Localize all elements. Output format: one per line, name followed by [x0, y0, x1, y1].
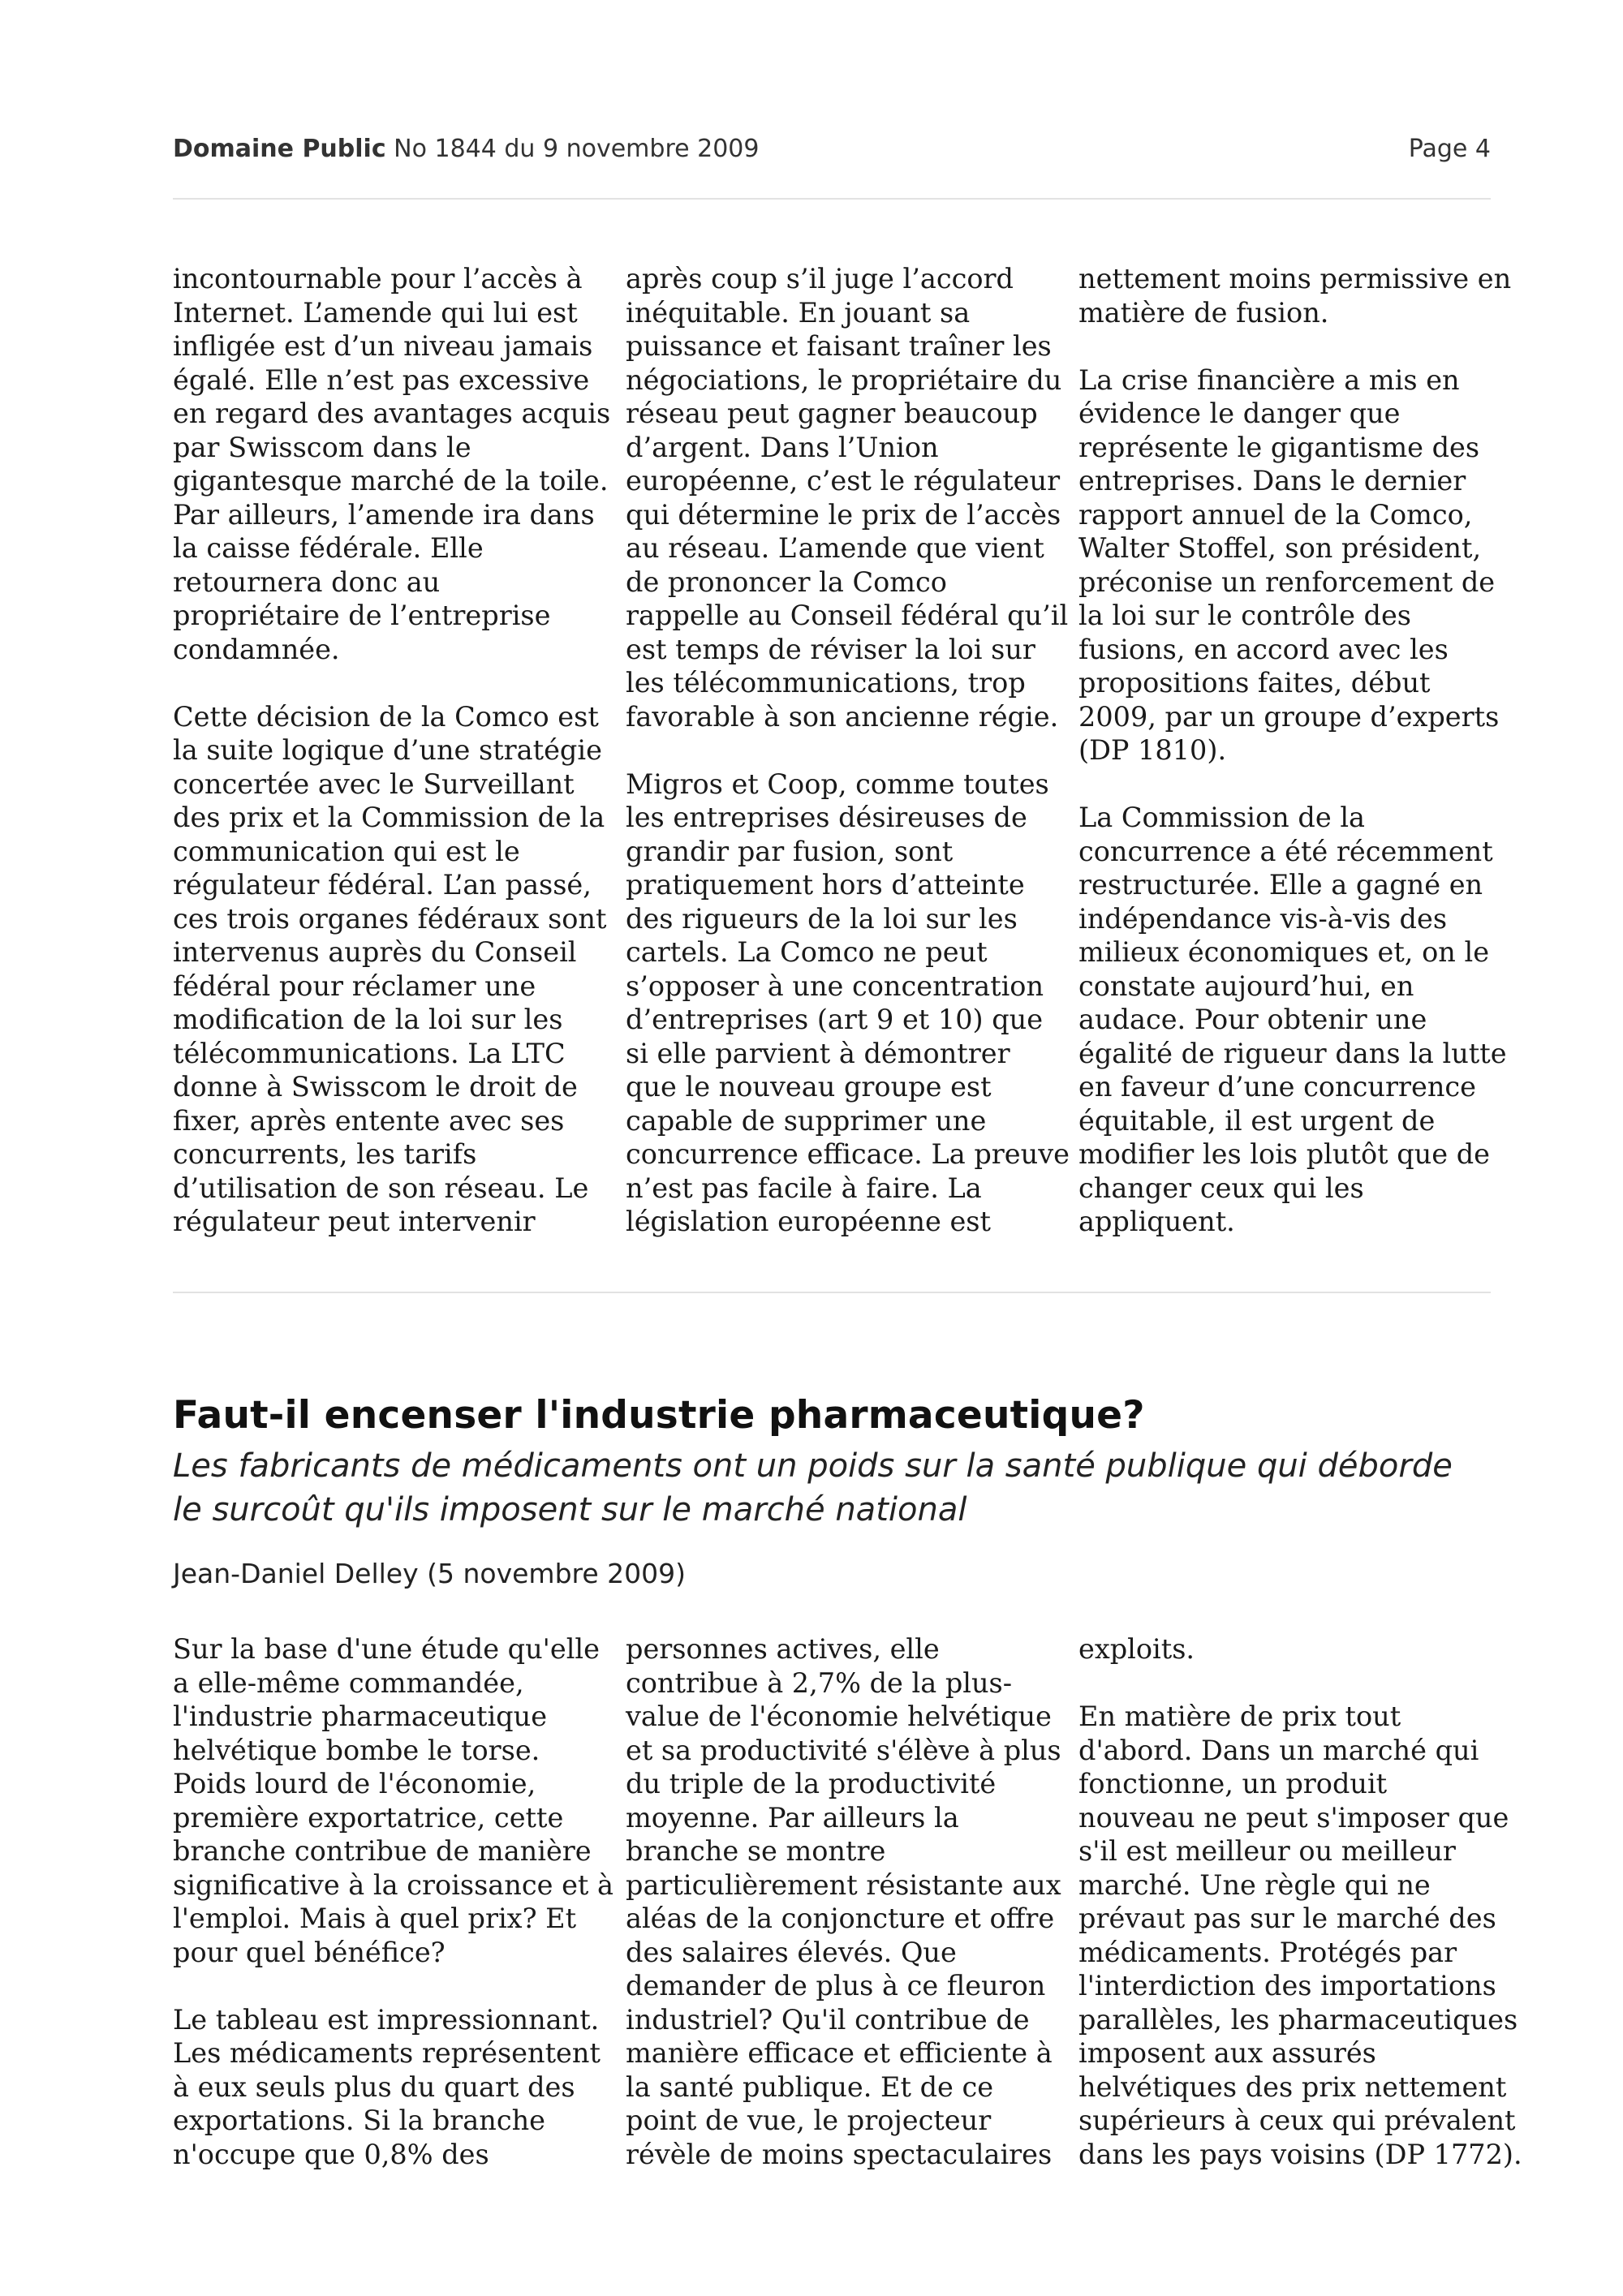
text-line: En matière de prix tout [1078, 1701, 1401, 1732]
text-line: après coup s’il juge l’accord [626, 263, 1014, 295]
text-line: le surcoût qu'ils imposent sur le marché national [173, 1491, 967, 1529]
text-line: point de vue, le projecteur [626, 2105, 992, 2136]
article2-title: Faut-il encenser l'industrie pharmaceutique? [173, 1393, 1145, 1438]
text-line: des rigueurs de la loi sur les [626, 902, 1018, 935]
text-line: les télécommunications, trop [626, 667, 1026, 699]
text-line: Internet. L’amende qui lui est [173, 296, 578, 329]
text-line: télécommunications. La LTC [173, 1037, 566, 1069]
text-line: communication qui est le [173, 835, 520, 867]
text-line: demander de plus à ce fleuron [626, 1970, 1046, 2001]
paragraph-gap [1078, 1666, 1509, 1701]
text-line: régulateur fédéral. L’an passé, [173, 869, 592, 901]
text-line: branche contribue de manière [173, 1835, 592, 1867]
text-line: la caisse fédérale. Elle [173, 532, 484, 564]
article2-byline: Jean-Daniel Delley (5 novembre 2009) [173, 1558, 687, 1589]
text-line: parallèles, les pharmaceutiques [1078, 2003, 1518, 2036]
text-line: modifier les lois plutôt que de [1078, 1138, 1490, 1170]
text-line: l'industrie pharmaceutique [173, 1701, 548, 1732]
text-line: exportations. Si la branche [173, 2105, 546, 2136]
text-line: inéquitable. En jouant sa [626, 296, 971, 329]
text-line: pratiquement hors d’atteinte [626, 869, 1025, 901]
text-line: d’utilisation de son réseau. Le [173, 1172, 589, 1204]
text-line: propriétaire de l’entreprise [173, 600, 551, 631]
article1-column-1 [173, 262, 611, 1239]
text-line: matière de fusion. [1078, 296, 1329, 329]
text-line: par Swisscom dans le [173, 431, 471, 463]
text-line: condamnée. [173, 633, 340, 665]
paragraph-gap [1078, 329, 1509, 363]
paragraph-gap [173, 1969, 603, 2003]
text-line: égalité de rigueur dans la lutte [1078, 1037, 1507, 1069]
text-line: appliquent. [1078, 1206, 1235, 1237]
text-line: propositions faites, début [1078, 667, 1431, 699]
text-line: évidence le danger que [1078, 398, 1401, 429]
text-line: concurrence a été récemment [1078, 835, 1493, 867]
paragraph-gap [1078, 767, 1509, 802]
text-line: fixer, après entente avec ses [173, 1104, 565, 1137]
text-line: la loi sur le contrôle des [1078, 600, 1411, 631]
text-line: première exportatrice, cette [173, 1801, 564, 1834]
text-line: égalé. Elle n’est pas excessive [173, 363, 590, 396]
text-line: n’est pas facile à faire. La [626, 1172, 982, 1204]
text-line: exploits. [1078, 1633, 1195, 1665]
header-divider [173, 198, 1491, 200]
article-divider [173, 1292, 1491, 1293]
text-line: l'interdiction des importations [1078, 1970, 1496, 2001]
text-line: équitable, il est urgent de [1078, 1104, 1436, 1137]
text-line: 2009, par un groupe d’experts [1078, 700, 1500, 733]
text-line: des salaires élevés. Que [626, 1936, 957, 1968]
text-line: rapport annuel de la Comco, [1078, 498, 1473, 531]
text-line: puissance et faisant traîner les [626, 330, 1052, 362]
text-line: marché. Une règle qui ne [1078, 1868, 1431, 1901]
text-line: d’entreprises (art 9 et 10) que [626, 1004, 1044, 1035]
issue-info: No 1844 du 9 novembre 2009 [394, 135, 760, 163]
text-line: restructurée. Elle a gagné en [1078, 869, 1483, 901]
text-line: rappelle au Conseil fédéral qu’il [626, 600, 1069, 631]
text-line: capable de supprimer une [626, 1104, 987, 1137]
text-line: d’argent. Dans l’Union [626, 431, 939, 463]
page-header [173, 135, 1491, 167]
text-line: les entreprises désireuses de [626, 802, 1027, 833]
text-line: manière efficace et efficiente à [626, 2037, 1053, 2069]
text-line: et sa productivité s'élève à plus [626, 1734, 1061, 1766]
text-line: constate aujourd’hui, en [1078, 970, 1414, 1002]
article1-column-3 [1078, 262, 1512, 1239]
text-line: donne à Swisscom le droit de [173, 1071, 578, 1103]
text-line: La crise financière a mis en [1078, 363, 1460, 396]
text-line: négociations, le propriétaire du [626, 363, 1062, 396]
text-line: d'abord. Dans un marché qui [1078, 1734, 1479, 1766]
text-line: législation européenne est [626, 1206, 991, 1237]
text-line: value de l'économie helvétique [626, 1701, 1052, 1732]
text-line: infligée est d’un niveau jamais [173, 330, 593, 362]
text-line: n'occupe que 0,8% des [173, 2138, 489, 2170]
text-line: concurrents, les tarifs [173, 1138, 477, 1170]
text-line: Sur la base d'une étude qu'elle [173, 1633, 600, 1665]
text-line: retournera donc au [173, 565, 441, 598]
text-line: la santé publique. Et de ce [626, 2070, 994, 2103]
text-line: s’opposer à une concentration [626, 970, 1044, 1002]
text-line: ces trois organes fédéraux sont [173, 902, 607, 935]
header-left [173, 135, 759, 163]
text-line: particulièrement résistante aux [626, 1868, 1061, 1901]
text-line: des prix et la Commission de la [173, 802, 605, 833]
text-line: Les fabricants de médicaments ont un poids sur la santé publique qui déborde [173, 1447, 1453, 1485]
text-line: nettement moins permissive en [1078, 263, 1512, 295]
text-line: fonctionne, un produit [1078, 1768, 1388, 1799]
text-line: supérieurs à ceux qui prévalent [1078, 2105, 1516, 2136]
text-line: a elle-même commandée, [173, 1666, 524, 1699]
text-line: pour quel bénéfice? [173, 1936, 446, 1968]
text-line: milieux économiques et, on le [1078, 936, 1490, 968]
text-line: médicaments. Protégés par [1078, 1936, 1457, 1968]
text-line: modification de la loi sur les [173, 1004, 563, 1035]
text-line: européenne, c’est le régulateur [626, 465, 1061, 497]
text-line: que le nouveau groupe est [626, 1071, 992, 1103]
text-line: réseau peut gagner beaucoup [626, 398, 1038, 429]
text-line: en faveur d’une concurrence [1078, 1071, 1476, 1103]
text-line: significative à la croissance et à [173, 1868, 613, 1901]
text-line: industriel? Qu'il contribue de [626, 2003, 1030, 2036]
text-line: indépendance vis-à-vis des [1078, 902, 1448, 935]
text-line: Les médicaments représentent [173, 2037, 601, 2069]
text-line: helvétiques des prix nettement [1078, 2070, 1507, 2103]
text-line: préconise un renforcement de [1078, 565, 1496, 598]
text-line: Le tableau est impressionnant. [173, 2003, 600, 2036]
text-line: s'il est meilleur ou meilleur [1078, 1835, 1456, 1867]
text-line: helvétique bombe le torse. [173, 1734, 540, 1766]
paragraph-gap [173, 666, 603, 700]
text-line: représente le gigantisme des [1078, 431, 1480, 463]
text-line: changer ceux qui les [1078, 1172, 1364, 1204]
text-line: nouveau ne peut s'imposer que [1078, 1801, 1509, 1834]
text-line: fusions, en accord avec les [1078, 633, 1449, 665]
text-line: à eux seuls plus du quart des [173, 2070, 575, 2103]
text-line: Cette décision de la Comco est [173, 700, 599, 733]
article2-column-3 [1078, 1632, 1522, 2171]
text-line: de prononcer la Comco [626, 565, 947, 598]
article2-column-1 [173, 1632, 613, 2171]
text-line: Poids lourd de l'économie, [173, 1768, 536, 1799]
text-line: l'emploi. Mais à quel prix? Et [173, 1903, 577, 1934]
text-line: audace. Pour obtenir une [1078, 1004, 1427, 1035]
text-line: du triple de la productivité [626, 1768, 997, 1799]
text-line: concertée avec le Surveillant [173, 767, 575, 800]
text-line: imposent aux assurés [1078, 2037, 1376, 2069]
text-line: cartels. La Comco ne peut [626, 936, 988, 968]
publication-name: Domaine Public [173, 135, 386, 163]
text-line: moyenne. Par ailleurs la [626, 1801, 959, 1834]
text-line: est temps de réviser la loi sur [626, 633, 1035, 665]
text-line: qui détermine le prix de l’accès [626, 498, 1061, 531]
text-line: favorable à son ancienne régie. [626, 700, 1059, 733]
text-line: en regard des avantages acquis [173, 398, 611, 429]
text-line: intervenus auprès du Conseil [173, 936, 577, 968]
text-line: prévaut pas sur le marché des [1078, 1903, 1496, 1934]
text-line: entreprises. Dans le dernier [1078, 465, 1466, 497]
article2-subtitle [173, 1444, 1504, 1532]
article2-column-2 [626, 1632, 1061, 2171]
text-line: révèle de moins spectaculaires [626, 2138, 1053, 2170]
text-line: Migros et Coop, comme toutes [626, 767, 1049, 800]
text-line: gigantesque marché de la toile. [173, 465, 609, 497]
text-line: Par ailleurs, l’amende ira dans [173, 498, 595, 531]
text-line: contribue à 2,7% de la plus- [626, 1666, 1013, 1699]
text-line: La Commission de la [1078, 802, 1366, 833]
text-line: aléas de la conjoncture et offre [626, 1903, 1055, 1934]
text-line: incontournable pour l’accès à [173, 263, 583, 295]
text-line: grandir par fusion, sont [626, 835, 954, 867]
text-line: concurrence efficace. La preuve [626, 1138, 1070, 1170]
text-line: au réseau. L’amende que vient [626, 532, 1044, 564]
text-line: dans les pays voisins (DP 1772). [1078, 2138, 1522, 2170]
text-line: personnes actives, elle [626, 1633, 940, 1665]
page-number: Page 4 [1408, 135, 1491, 163]
article1-column-2 [626, 262, 1070, 1239]
text-line: (DP 1810). [1078, 734, 1227, 766]
text-line: régulateur peut intervenir [173, 1206, 536, 1237]
text-line: branche se montre [626, 1835, 886, 1867]
text-line: fédéral pour réclamer une [173, 970, 536, 1002]
paragraph-gap [626, 733, 1056, 767]
text-line: la suite logique d’une stratégie [173, 734, 602, 766]
text-line: si elle parvient à démontrer [626, 1037, 1010, 1069]
text-line: Walter Stoffel, son président, [1078, 532, 1482, 564]
